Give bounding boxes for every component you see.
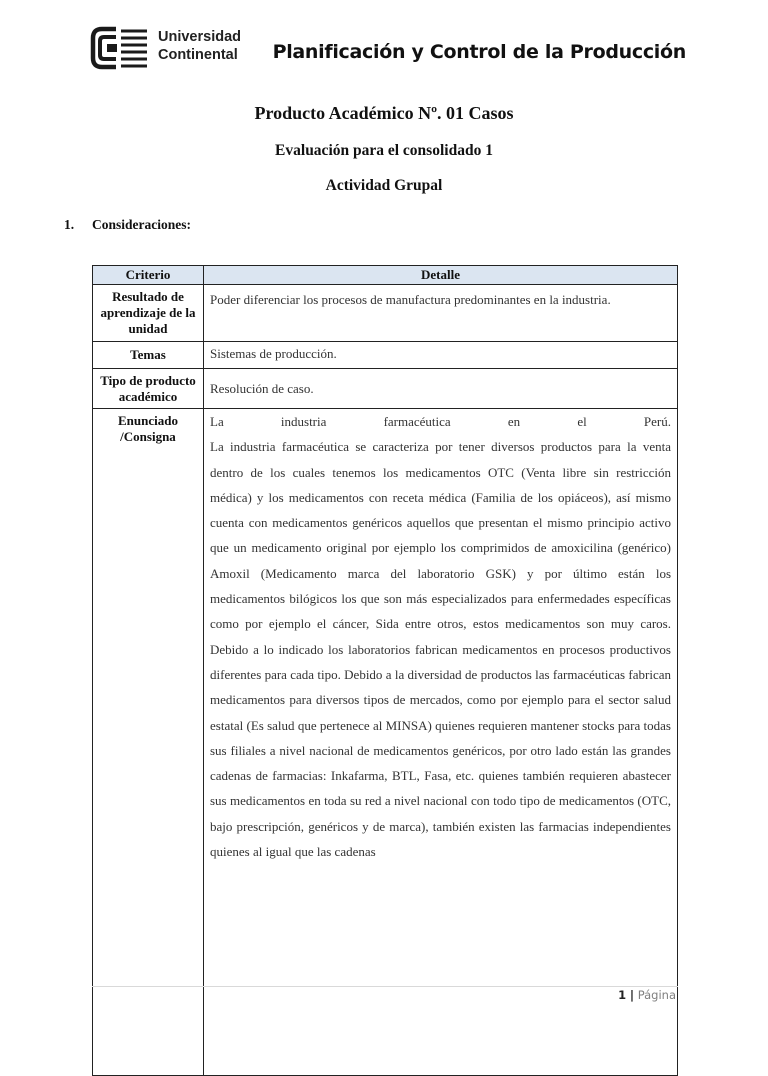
criterio-cell: Enunciado /Consigna [93,409,204,1076]
university-name [158,28,241,64]
page-label: Página [637,988,676,1002]
logo-line-1: Universidad [158,29,241,45]
table-row [93,285,678,342]
detalle-cell [204,409,678,1076]
section-title: Consideraciones: [92,217,191,232]
criterio-cell: Tipo de producto académico [93,369,204,409]
criterio-cell: Temas [93,342,204,369]
table-row [93,409,678,1076]
footer-divider [92,986,678,987]
logo-line-2: Continental [158,47,238,63]
table-row [93,342,678,369]
detalle-cell: Poder diferenciar los procesos de manufactura predominantes en la industria. [204,285,678,342]
column-header-detalle: Detalle [204,266,678,285]
detalle-title: La industria farmacéutica en el Perú. [210,414,671,429]
page-number: 1 [618,988,627,1002]
university-logo [90,24,250,72]
university-logo-icon [90,26,150,70]
column-header-criterio: Criterio [93,266,204,285]
document-subheading: Evaluación para el consolidado 1 [275,142,493,159]
section-number: 1. [64,217,75,232]
criteria-table [92,265,678,1076]
course-title: Planificación y Control de la Producción [272,41,686,63]
table-header-row [93,266,678,285]
detalle-cell: Sistemas de producción. [204,342,678,369]
footer-separator: | [629,988,635,1002]
table-row [93,369,678,409]
detalle-cell: Resolución de caso. [204,369,678,409]
document-heading: Producto Académico Nº. 01 Casos [254,103,514,123]
detalle-paragraph: La industria farmacéutica se caracteriza por tener diversos productos para la venta dentro de los cuales tenemos los medicamentos OTC (Venta libre sin restricción médica) y los medicamentos con receta médica (Familia de los opiáceos), así mismo cuenta con medicamentos genéricos aquellos que presentan el mismo principio activo que un medicamento original por ejemplo los comprimidos de amoxicilina (genérico) Amoxil (Medicamento marca del laboratorio GSK) y por último están los medicamentos bilógicos los que son más especializados para enfermedades específicas como por ejemplo el cáncer, Sida entre otros, estos medicamentos son muy caros. Debido a lo indicado los laboratorios fabrican medicamentos en procesos productivos diferentes para cada tipo. Debido a la diversidad de productos las farmacéuticas fabrican medicamentos para diversos tipos de mercados, como por ejemplo para el sector salud estatal (Es salud que pertenece al MINSA) quienes requieren mantener stocks para todas sus filiales a nivel nacional de medicamentos genéricos, por otro lado están las grandes cadenas de farmacias: Inkafarma, BTL, Fasa, etc. quienes también requieren abastecer sus medicamentos en toda su red a nivel nacional con todo tipo de medicamentos (OTC, bajo prescripción, genéricos y de marca), también existen las farmacias independientes quienes al igual que las cadenas [210,439,671,860]
page-footer [618,988,676,1002]
activity-type: Actividad Grupal [325,177,443,194]
page-header [90,24,690,74]
section-heading [64,217,191,233]
criterio-cell: Resultado de aprendizaje de la unidad [93,285,204,342]
